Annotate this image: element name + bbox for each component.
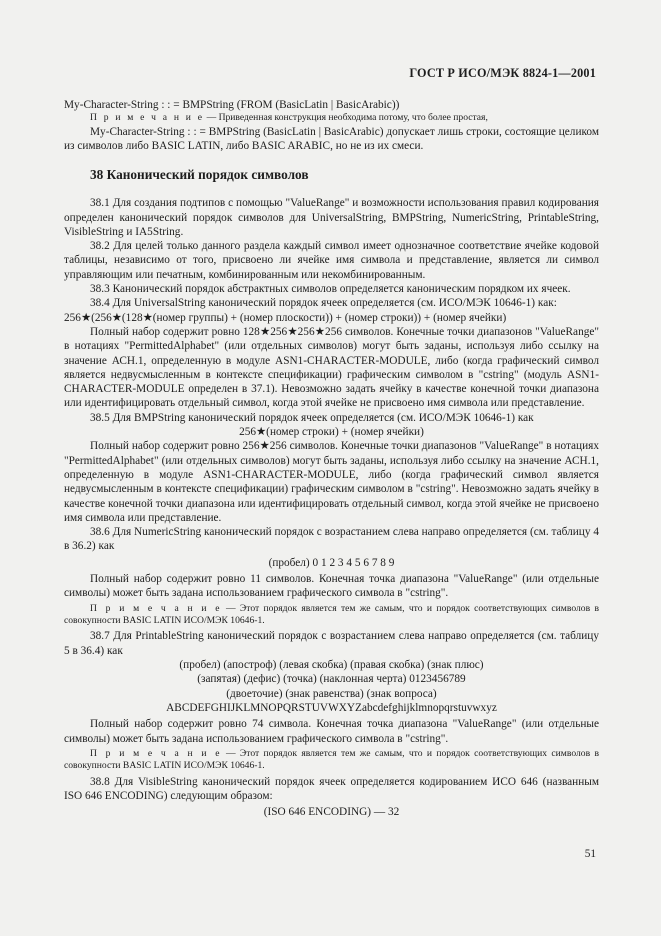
formula-universal-string: 256★(256★(128★(номер группы) + (номер плоскости)) + (номер строки)) + (номер ячейки) bbox=[64, 311, 507, 324]
note-text: — Этот порядок является тем же самым, что и порядок соответствующих символов в совокупности BASIC LATIN ИСО/МЭК 10646-1. bbox=[64, 602, 599, 627]
section-heading: 38 Канонический порядок символов bbox=[90, 167, 309, 183]
paragraph-38-4: 38.4 Для UniversalString канонический порядок ячеек определяется (см. ИСО/МЭК 10646-1) как: bbox=[90, 297, 557, 310]
definition-line: My-Character-String : : = BMPString (FROM (BasicLatin | BasicArabic)) bbox=[64, 99, 400, 111]
note-text: — Этот порядок является тем же самым, что и порядок соответствующих символов в совокупности BASIC LATIN ИСО/МЭК 10646-1. bbox=[64, 747, 599, 772]
paragraph-38-5: 38.5 Для BMPString канонический порядок ячеек определяется (см. ИСО/МЭК 10646-1) как bbox=[90, 411, 534, 424]
paragraph-38-5-body: Полный набор содержит ровно 256★256 символов. Конечные точки диапазонов "ValueRange" в нотациях "PermittedAlphabet" (или отдельных символов) могут быть заданы, используя либо ссылку на значение АСН.1, определенную в модуле ASN1-CHARACTER-MODULE, либо (когда графический символ является недвусмысленным в контексте спецификации) графическим символом в "cstring". Невозможно задать ячейку в качестве конечной точки диапазона или идентифицировать отдельный символ, когда этой ячейке не присвоено имя символа или представление. bbox=[64, 440, 599, 524]
paragraph-38-2: 38.2 Для целей только данного раздела каждый символ имеет однозначное соответствие ячейке кодовой таблицы, независимо от того, присвоено ли ячейке имя символа и представление, является ли символ управляющим или печатным, комбинированным или некомбинированным. bbox=[64, 240, 599, 281]
page-number: 51 bbox=[584, 848, 596, 860]
paragraph-38-3: 38.3 Канонический порядок абстрактных символов определяется каноническим порядком их ячеек. bbox=[90, 283, 571, 296]
paragraph-38-8: 38.8 Для VisibleString канонический порядок ячеек определяется кодированием ИСО 646 (названным ISO 646 ENCODING) следующим образом: bbox=[64, 775, 599, 802]
paragraph-38-7: 38.7 Для PrintableString канонический порядок с возрастанием слева направо определяется (см. таблицу 5 в 36.4) как bbox=[64, 630, 599, 657]
formula-printable-line-1: (пробел) (апостроф) (левая скобка) (правая скобка) (знак плюс) bbox=[179, 659, 484, 672]
note bbox=[64, 603, 599, 628]
note-label: П р и м е ч а н и е bbox=[90, 747, 222, 759]
formula-printable-line-2: (запятая) (дефис) (точка) (наклонная черта) 0123456789 bbox=[197, 673, 466, 686]
formula-numeric-string: (пробел) 0 1 2 3 4 5 6 7 8 9 bbox=[268, 556, 395, 569]
note-label: П р и м е ч а н и е bbox=[90, 112, 205, 124]
paragraph-38-7-body: Полный набор содержит ровно 74 символа. Конечная точка диапазона "ValueRange" (или отдельные символы) может быть задана использованием графического символа в "cstring". bbox=[64, 718, 599, 745]
note bbox=[64, 112, 599, 124]
paragraph-38-4-body: Полный набор содержит ровно 128★256★256★256 символов. Конечные точки диапазонов "ValueRange" в нотациях "PermittedAlphabet" (или отдельных символов) могут быть заданы, используя либо ссылку на значение АСН.1, определенную в модуле ASN1-CHARACTER-MODULE, либо (когда графический символ является недвусмысленным в контексте спецификации) графическим символом в "cstring" (модуль ASN1-CHARACTER-MODULE определен в 37.1). Невозможно задать ячейку в качестве конечной точки диапазона или идентифицировать отдельный символ, когда этой ячейке не присвоено имя символа или представление. bbox=[64, 325, 599, 410]
definition-paragraph: My-Character-String : : = BMPString (BasicLatin | BasicArabic) допускает лишь строки, состоящие целиком из символов либо BASIC LATIN, либо BASIC ARABIC, но не из их смеси. bbox=[64, 125, 599, 152]
paragraph-38-1: 38.1 Для создания подтипов с помощью "ValueRange" и возможности использования правил кодирования определен канонический порядок символов для UniversalString, BMPString, NumericString, PrintableString, VisibleString и IA5String. bbox=[64, 197, 599, 238]
paragraph-38-6: 38.6 Для NumericString канонический порядок с возрастанием слева направо определяется (см. таблицу 4 в 36.2) как bbox=[64, 526, 599, 553]
paragraph-38-6-body: Полный набор содержит ровно 11 символов. Конечная точка диапазона "ValueRange" (или отдельные символы) может быть задана использованием графического символа в "cstring". bbox=[64, 573, 599, 600]
formula-printable-line-3: (двоеточие) (знак равенства) (знак вопроса) bbox=[226, 687, 437, 700]
formula-bmp-string: 256★(номер строки) + (номер ячейки) bbox=[239, 426, 424, 439]
formula-printable-line-4: ABCDEFGHIJKLMNOPQRSTUVWXYZabcdefghijklmnopqrstuvwxyz bbox=[166, 701, 497, 714]
note-text: — Приведенная конструкция необходима потому, что более простая, bbox=[204, 112, 488, 124]
note-label: П р и м е ч а н и е bbox=[90, 602, 222, 614]
note bbox=[64, 748, 599, 773]
formula-visible-string: (ISO 646 ENCODING) — 32 bbox=[263, 806, 400, 819]
standard-header: ГОСТ Р ИСО/МЭК 8824-1—2001 bbox=[409, 66, 596, 80]
page-content bbox=[64, 98, 599, 820]
